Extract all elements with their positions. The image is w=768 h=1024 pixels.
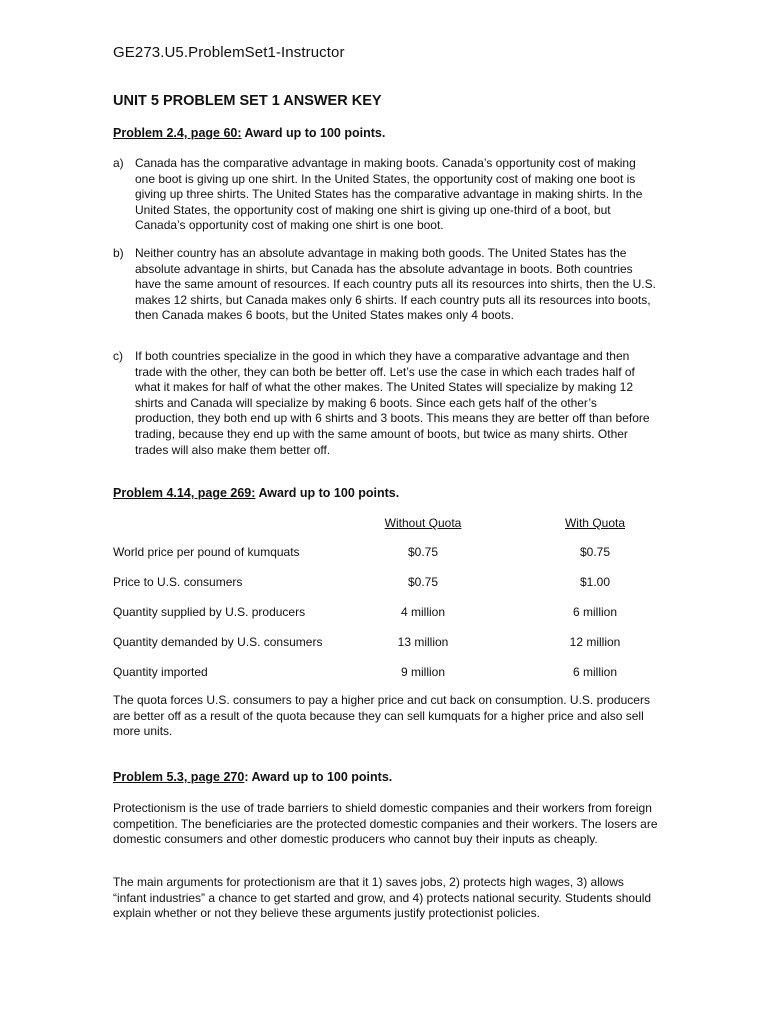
- row-label: Quantity supplied by U.S. producers: [113, 605, 306, 619]
- cell-with-quota: $0.75: [579, 545, 611, 559]
- problem-2-heading: [113, 486, 399, 500]
- problem-1-award: Award up to 100 points.: [241, 126, 386, 140]
- item-marker: a): [113, 156, 124, 170]
- problem-3-reference: Problem 5.3, page 270: [113, 770, 245, 784]
- table-row: [113, 665, 673, 681]
- table-row: [113, 545, 673, 561]
- cell-with-quota: 12 million: [569, 635, 621, 649]
- row-label: Quantity imported: [113, 665, 208, 679]
- item-text: If both countries specialize in the good in which they have a comparative advantage and then trade with the other, they can both be better off. Let’s use the case in which each trades half of what it makes for half of what the other makes. The United States will specialize by making 12 shirts and Canada will specialize by making 6 boots. Since each gets half of the other’s production, they both end up with 6 shirts and 3 boots. This means they are better off than before trading, because they end up with the same amount of boots, but twice as many shirts. Other trades will also make them better off.: [135, 349, 650, 457]
- problem-3-paragraph-1: Protectionism is the use of trade barriers to shield domestic companies and their workers from foreign competition. The beneficiaries are the protected domestic companies and their workers. The losers are domestic consumers and other domestic producers who cannot buy their inputs as cheaply.: [113, 801, 658, 847]
- cell-without-quota: $0.75: [407, 545, 439, 559]
- column-header-without-quota: Without Quota: [384, 516, 462, 530]
- column-header-with-quota: With Quota: [564, 516, 626, 530]
- problem-3-heading: [113, 770, 392, 784]
- cell-with-quota: 6 million: [572, 605, 617, 619]
- problem-2-conclusion: The quota forces U.S. consumers to pay a higher price and cut back on consumption. U.S. producers are better off as a result of the quota because they can sell kumquats for a higher price and also sell more units.: [113, 693, 650, 739]
- cell-without-quota: $0.75: [407, 575, 439, 589]
- page-title: UNIT 5 PROBLEM SET 1 ANSWER KEY: [113, 93, 382, 109]
- cell-without-quota: 13 million: [397, 635, 449, 649]
- item-text: Neither country has an absolute advantage in making both goods. The United States has the absolute advantage in shirts, but Canada has the absolute advantage in boots. Both countries have the same amount of resources. If each country puts all its resources into shirts, then the U.S. makes 12 shirts, but Canada makes only 6 shirts. If each country puts all its resources into boots, then Canada makes 6 boots, but the United States makes only 4 boots.: [135, 246, 656, 323]
- row-label: World price per pound of kumquats: [113, 545, 300, 559]
- document-header: GE273.U5.ProblemSet1-Instructor: [113, 44, 345, 61]
- row-label: Price to U.S. consumers: [113, 575, 243, 589]
- table-row: [113, 605, 673, 621]
- cell-with-quota: $1.00: [579, 575, 611, 589]
- item-text: Canada has the comparative advantage in making boots. Canada’s opportunity cost of making one boot is giving up one shirt. In the United States, the opportunity cost of making one boot is giving up three shirts. The United States has the comparative advantage in making shirts. In the United States, the opportunity cost of making one shirt is giving up one-third of a boot, but Canada’s opportunity cost of making one shirt is one boot.: [135, 156, 643, 233]
- table-row: [113, 575, 673, 591]
- cell-with-quota: 6 million: [572, 665, 617, 679]
- item-marker: b): [113, 246, 124, 260]
- answer-item-a: [113, 156, 658, 234]
- problem-2-award: Award up to 100 points.: [255, 486, 400, 500]
- answer-item-c: [113, 349, 658, 458]
- table-header-row: [113, 516, 673, 532]
- problem-2-reference: Problem 4.14, page 269:: [113, 486, 256, 500]
- problem-3-paragraph-2: The main arguments for protectionism are that it 1) saves jobs, 2) protects high wages, 3) allows “infant industries” a chance to get started and grow, and 4) protects national security. Students should explain whether or not they believe these arguments justify protectionist policies.: [113, 875, 652, 921]
- problem-1-heading: [113, 126, 385, 140]
- cell-without-quota: 4 million: [400, 605, 445, 619]
- problem-1-reference: Problem 2.4, page 60:: [113, 126, 242, 140]
- table-row: [113, 635, 673, 651]
- cell-without-quota: 9 million: [400, 665, 445, 679]
- answer-item-b: [113, 246, 658, 324]
- problem-3-award: : Award up to 100 points.: [244, 770, 393, 784]
- row-label: Quantity demanded by U.S. consumers: [113, 635, 323, 649]
- item-marker: c): [113, 349, 123, 363]
